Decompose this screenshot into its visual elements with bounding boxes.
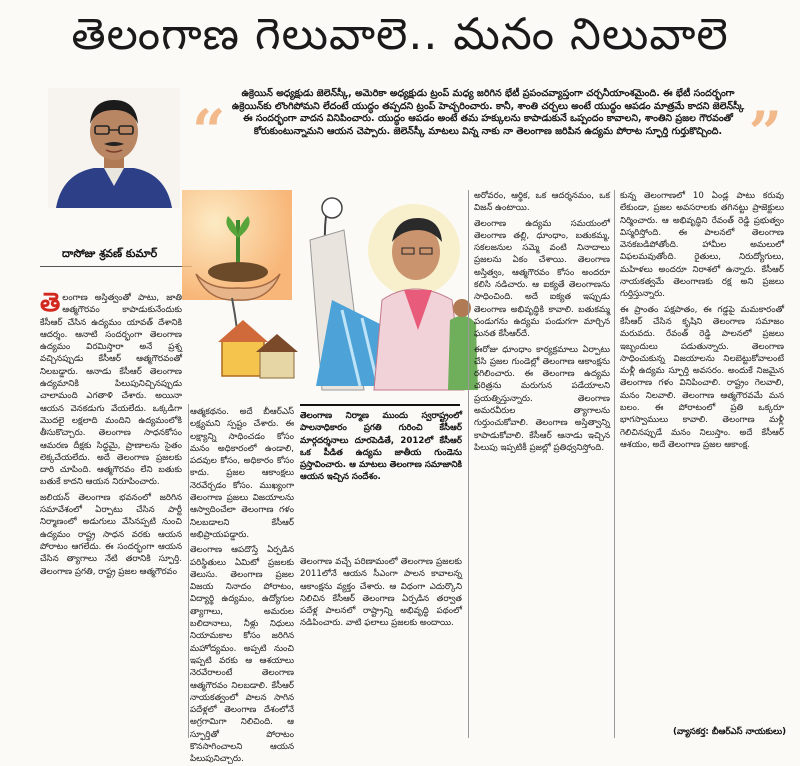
column-divider [188,404,189,738]
column-4-para-2: ఈ ప్రాంతం పక్షపాతం, ఈ గడ్డపై మమకారంతో కేసీఆర్ చేసిన కృషిని తెలంగాణ సమాజం మరువదు. రేవంత్ రెడ్డి పాలనలో ప్రజలు ఇబ్బందులు పడుతున్నారు. తెలంగాణ సాధించుకున్న విజయాలను నిలబెట్టుకోవాలంటే మళ్లీ ఉద్యమ స్ఫూర్తి అవసరం. అందుకే నిజమైన తెలంగాణ గళం వినిపించాలి. రాష్ట్రం గెలవాలి, మనం నిలవాలి. తెలంగాణ ఆత్మగౌరవమే మన బలం. ఈ పోరాటంలో ప్రతి ఒక్కరూ భాగస్వాములు కావాలి. తెలంగాణ మళ్లీ గెలిచినప్పుడే మనం నిలుస్తాం. అదే కేసీఆర్ ఆశయం, అదే తెలంగాణ ప్రజల ఆకాంక్ష. [620,304,784,450]
open-quote-icon: “ [192,97,226,165]
image-caption: తెలంగాణ నిర్మాణ ముందు స్వరాష్ట్రంలో పాలనాధికారం ప్రగతి గురించి కేసీఆర్ మార్గదర్శనాలు దూరపెడితే, 2012లో కేసీఆర్ ఒక పీడిత ఉద్యమ జాతీయ గుండెను ప్రస్తావించారు. ఆ మాటలు తెలంగాణ సమాజానికి ఆయన ఇచ్చిన సందేశం. [300,411,462,483]
column-1-para-1 [40,288,182,489]
column-2a-para-2: తెలంగాణ ఆపదొస్తే ఏర్పడిన పరిస్థితులు ఏమిటో ప్రజలకు తెలుసు. తెలంగాణ ప్రజల విజయ నినాదం పోరాటం, విద్యార్థి ఉద్యమం, ఉద్యోగుల త్యాగాలు, అమరుల బలిదానాలు, నీళ్లు నిధులు నియామకాల కోసం జరిగిన మహోద్యమం. అప్పటి నుంచి ఇప్పటి వరకు ఆ ఆశయాలు నెరవేరాలంటే తెలంగాణ ఆత్మగౌరవం నిలబడాలి. కేసీఆర్ నాయకత్వంలో పాలన సాగిన పదేళ్లలో తెలంగాణ దేశంలోనే అగ్రగామిగా నిలిచింది. ఆ స్ఫూర్తితో పోరాటం కొనసాగించాలని ఆయన పిలుపునిచ్చారు. [190,545,294,765]
column-3-para-3: ఈరోజు ధూంధాం కార్యక్రమాలు ఏర్పాటు చేసి ప్రజల గుండెల్లో తెలంగాణ ఆకాంక్షను రగిలించారు. ఈ తెలంగాణ ఉద్యమ చరిత్రను మరుగున పడేయాలని ప్రయత్నిస్తున్నారు. తెలంగాణ అమరవీరుల త్యాగాలను గుర్తుంచుకోవాలి. తెలంగాణ అస్తిత్వాన్ని కాపాడుకోవాలి. కేసీఆర్ ఆనాడు ఇచ్చిన పిలుపు ఇప్పటికీ ప్రజల్లో ప్రతిధ్వనిస్తోంది. [474,344,610,453]
column-1-text: లంగాణ అస్తిత్వంతో పాటు, జాతి ఆత్మగౌరవం కాపాడుకునేందుకు కేసీఆర్ చేసిన ఉద్యమం యావత్ దేశానికి ఆదర్శం. ఆనాటి సందర్భంగా తెలంగాణ ఉద్యమం విరమిస్తారా అనే ప్రశ్న వచ్చినప్పుడు కేసీఆర్ ఆత్మగౌరవంతో నిలబడ్డారు. ఆనాడు కేసీఆర్ తెలంగాణ ఉద్యమానికి పిలుపునిచ్చినప్పుడు చాలామంది ఎగతాళి చేశారు. అయినా ఆయన వెనకడుగు వేయలేదు. ఒక్కడిగా మొదలై లక్షలాది మందిని ఉద్యమంలోకి తీసుకొచ్చారు. తెలంగాణ సాధనకోసం ఆమరణ దీక్షకు సిద్ధమై, ప్రాణాలను సైతం లెక్కచేయలేదు. అదే తెలంగాణ ప్రజలకు దారి చూపింది. ఆత్మగౌరవం లేని బతుకు బతుకే కాదని ఆయన నిరూపించారు. [40,293,182,488]
column-3-para-2: తెలంగాణ ఉద్యమ సమయంలో తెలంగాణ తల్లి, ధూంధాం, బతుకమ్మ, సకలజనుల సమ్మె వంటి నినాదాలు ప్రజలను ఏకం చేశాయి. తెలంగాణ అస్తిత్వం, ఆత్మగౌరవం కోసం అందరూ కలిసి నడిచారు. ఆ ఐక్యతే తెలంగాణను సాధించింది. అదే ఐక్యత ఇప్పుడు తెలంగాణ అభివృద్ధికి కావాలి. బతుకమ్మ పండుగను ఉద్యమ పండుగగా మార్చిన ఘనత కేసీఆర్‌దే. [474,218,610,340]
column-4 [620,190,784,720]
column-1 [40,288,182,740]
column-4-para-1: కున్న తెలంగాణలో 10 ఏండ్ల పాటు కరువు లేకుండా, ప్రజల అవసరాలకు తగినట్టు ప్రాజెక్టులు నిర్మించారు. ఆ అభివృద్ధిని రేవంత్ రెడ్డి ప్రభుత్వం విస్మరిస్తోంది. ఈ పాలనలో తెలంగాణ వెనకబడిపోతోంది. హామీల అమలులో విఫలమవుతోంది. రైతులు, నిరుద్యోగులు, మహిళలు అందరూ నిరాశలో ఉన్నారు. కేసీఆర్ నాయకత్వమే తెలంగాణకు రక్ష అని ప్రజలు గుర్తిస్తున్నారు. [620,191,784,300]
column-divider-3 [614,190,615,738]
column-3-para-1: అరోవరం, ఆర్థిక, ఒక ఆదర్శనమం, ఒక విజన్ ఉంటాయి. [474,191,610,214]
column-2b-para-1: తెలంగాణ వచ్చే పరిణామంలో తెలంగాణ ప్రజలకు 2011లోనే ఆయన సీఎంగా పాలన కావాలన్న ఆకాంక్షను వ్యక్తం చేశారు. ఆ విధంగా ఎదుర్కొని నిలిచిన కేసీఆర్ తెలంగాణ ఏర్పడిన తర్వాత పదేళ్ల పాలనలో రాష్ట్రాన్ని అభివృద్ధి పథంలో నడిపించారు. వాటి ఫలాలు ప్రజలకు అందాయి. [300,557,462,629]
column-1-para-2: జలియన్ తెలంగాణ భవనంలో జరిగిన సమావేశంలో ఏర్పాటు చేసిన పార్టీ నిర్మాణంలో అడుగులు వేసినప్పటి నుంచి ఉద్యమం రాష్ట్ర సాధన వరకు ఆయన పోరాటం ఆగలేదు. ఈ సందర్భంగా ఆయన చేసిన త్యాగాలు నేటి తరానికి స్ఫూర్తి. తెలంగాణ ప్రగతి, రాష్ట్ర ప్రజల ఆత్మగౌరవం [40,492,182,577]
author-byline: దాసోజు శ్రవణ్ కుమార్ [62,247,158,260]
close-quote-icon: ” [748,99,782,167]
pull-quote-text: ఉక్రెయిన్ అధ్యక్షుడు జెలెన్‌స్కీ, అమెరికా అధ్యక్షుడు ట్రంప్ మధ్య జరిగిన భేటీ ప్రపంచవ్యాప్తంగా చర్చనీయాంశమైంది. ఈ భేటీ సందర్భంగా ఉక్రెయిన్‌కు లొంగిపోమని లేదంటే యుద్ధం తప్పదని ట్రంప్ హెచ్చరించారు. కానీ, శాంతి చర్చలు అంటే యుద్ధం ఆపడం మాత్రమే కాదని జెలెన్‌స్కీ ఈ సందర్భంగా వాదన వినిపించారు. యుద్ధం ఆపడం అంటే తమ హక్కులను కాపాడుకునే ఒప్పందం కావాలని, శాంతిని ప్రజల గౌరవంతో కోరుకుంటున్నామని ఆయన చెప్పారు. జెలెన్‌స్కీ మాటలు విన్న నాకు నా తెలంగాణ జరిపిన ఉద్యమ పోరాట స్ఫూర్తి గుర్తుకొచ్చింది. [231,88,745,137]
column-divider-2 [468,190,469,738]
column-2a [190,406,294,765]
drop-cap: తె [40,288,61,318]
caption-rule [300,404,460,406]
column-2a-para-1: ఆత్మకథనం. అదే బీఆర్ఎస్ లక్ష్యమని స్పష్టం చేశారు. ఈ లక్ష్యాన్ని సాధించడం కోసం మనం అధికారంలో ఉండాలి, పదవుల కోసం, అధికారం కోసం కాదు. ప్రజల ఆకాంక్షలు నెరవేర్చడం కోసం. ముఖ్యంగా తెలంగాణ ప్రజలు విజయాలను ఆస్వాదించేలా తెలంగాణ గళం నిలబడాలని కేసీఆర్ అభిప్రాయపడ్డారు. [190,407,294,540]
byline-divider [40,266,192,267]
column-2b [300,556,462,740]
writer-credit: (వ్యాసకర్త: బీఆర్ఎస్ నాయకులు) [672,727,786,737]
pull-quote [190,84,792,176]
column-3 [474,190,610,740]
cartoon-illustration [182,190,480,400]
headline: తెలంగాణ గెలువాలె.. మనం నిలువాలె [71,9,729,60]
author-photo [48,88,180,208]
